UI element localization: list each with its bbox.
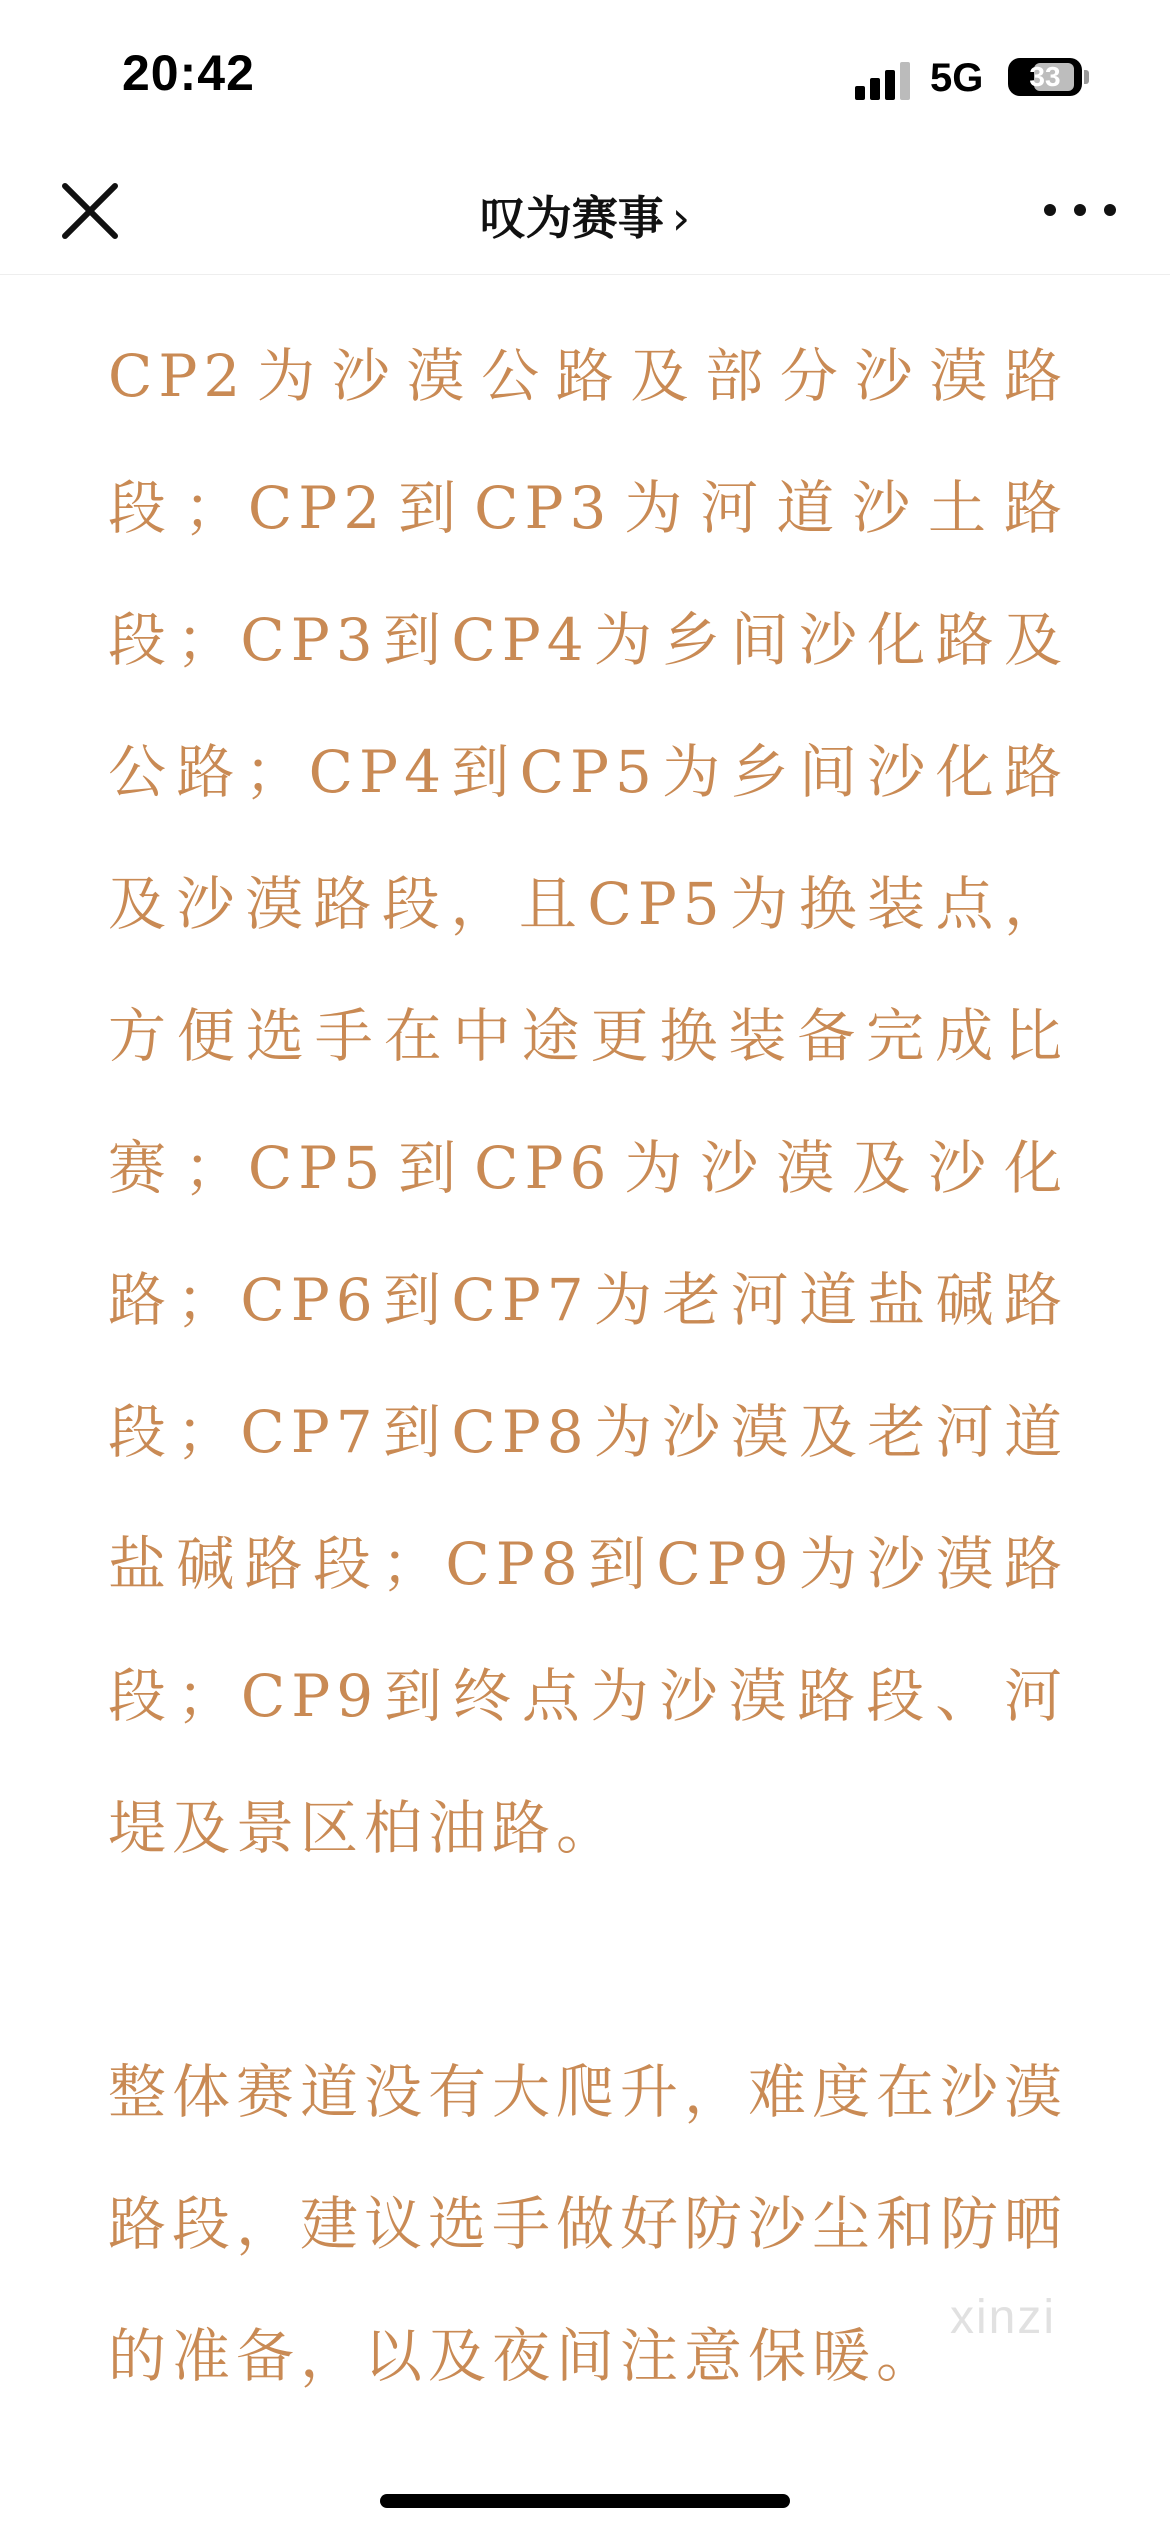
- battery-icon: [1008, 58, 1082, 96]
- article-paragraph: 整体赛道没有大爬升，难度在沙漠路段，建议选手做好防沙尘和防晒的准备，以及夜间注意保暖。: [108, 2058, 1069, 2390]
- page-title: 叹为赛事: [479, 191, 664, 245]
- home-indicator[interactable]: [380, 2494, 790, 2508]
- battery-level: 33: [1029, 61, 1061, 92]
- status-time: 20:42: [122, 45, 255, 101]
- account-title-link[interactable]: [0, 182, 1170, 248]
- status-bar: [0, 0, 1170, 150]
- more-button[interactable]: [1040, 190, 1120, 230]
- article-body: [108, 310, 1068, 2422]
- battery-nub: [1084, 70, 1089, 84]
- nav-bar: [0, 150, 1170, 275]
- chevron-right-icon: ›: [671, 191, 691, 245]
- watermark: xinzi: [950, 2291, 1057, 2344]
- article-paragraph: CP2为沙漠公路及部分沙漠路段；CP2到CP3为河道沙土路段；CP3到CP4为乡间沙化路及公路；CP4到CP5为乡间沙化路及沙漠路段，且CP5为换装点，方便选手在中途更换装备完成比赛；CP5到CP6为沙漠及沙化路；CP6到CP7为老河道盐碱路段；CP7到CP8为沙漠及老河道盐碱路段；CP8到CP9为沙漠路段；CP9到终点为沙漠路段、河堤及景区柏油路。: [108, 342, 1068, 1862]
- cellular-signal-icon: [855, 62, 911, 100]
- network-type: 5G: [930, 56, 984, 100]
